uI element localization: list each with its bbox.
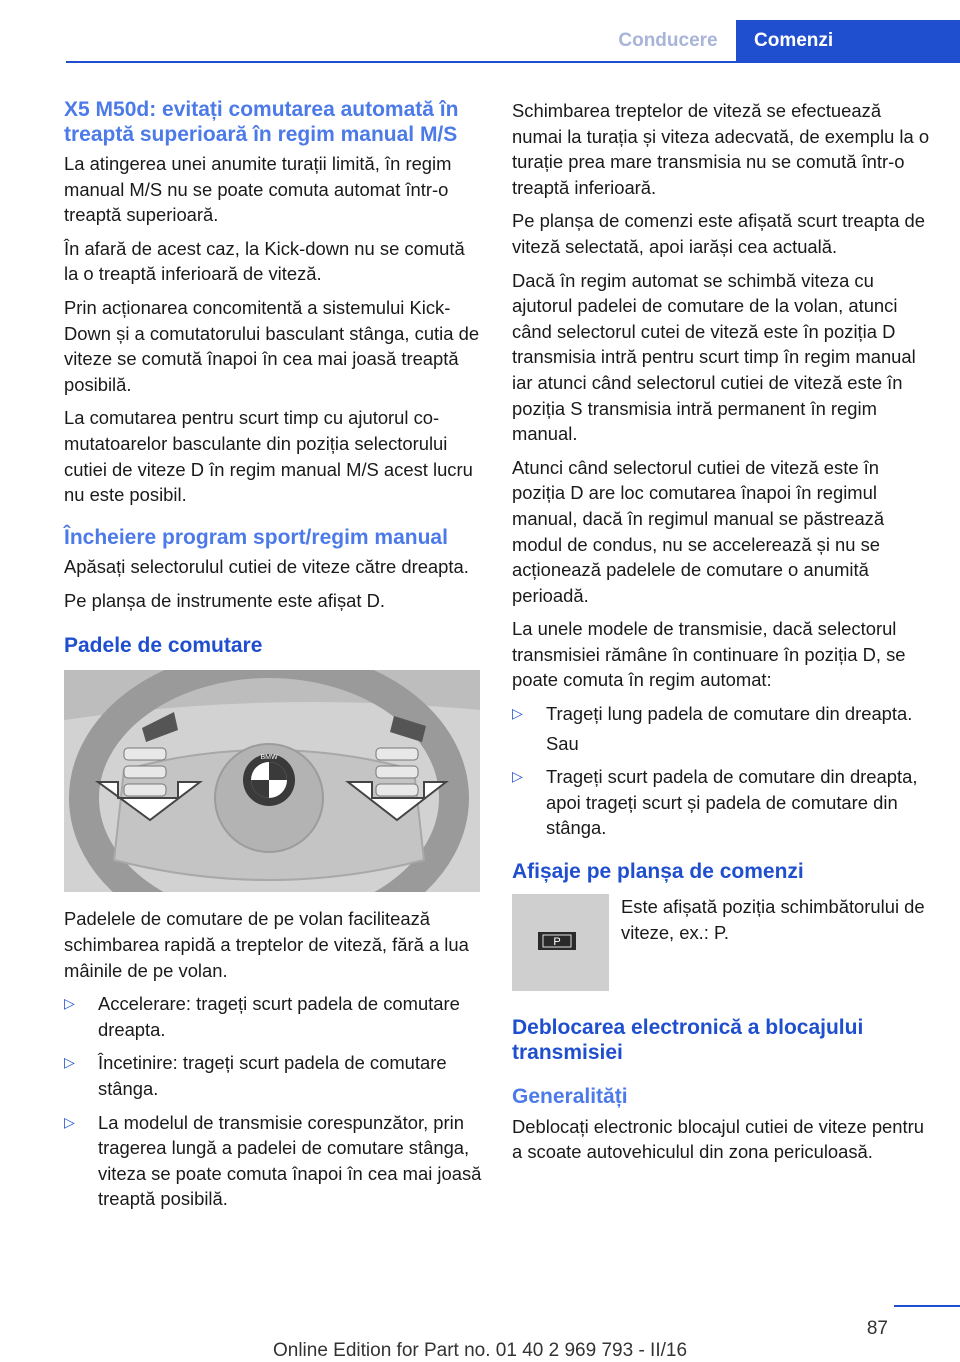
list-item: ▷ Trageți scurt padela de comutare din dreapta, apoi trageți scurt și padela de comutare din stânga. [512, 766, 918, 839]
paragraph: Prin acționarea concomitentă a sistemului Kick-Down și a comutatorului basculant stânga, cutia de viteze se comută înapoi în cea mai joasă treaptă posibilă. [64, 296, 480, 395]
sau-text: Sau [546, 732, 579, 754]
paragraph: La unele modele de transmisie, dacă selectorul transmisiei rămâne în continuare în poziția D, se poate comuta în regim automat: [512, 618, 906, 691]
paragraph: În afară de acest caz, la Kick-down nu se comută la o treaptă inferioară de viteză. [64, 237, 465, 285]
page-number: 87 [866, 1318, 888, 1339]
paragraph: La comutarea pentru scurt timp cu ajutorul comutatoarelor basculante din poziția selectorului cutiei de viteze D în regim manual M/S acest lucru nu este posibil. [64, 407, 473, 506]
edition-footer: Online Edition for Part no. 01 40 2 969 793 - II/16 [272, 1340, 688, 1361]
triangle-bullet-icon: ▷ [512, 768, 523, 785]
heading-padele-de-comutare: Padele de comutare [64, 634, 263, 658]
display-example [512, 894, 930, 991]
gear-display-illustration [512, 894, 609, 991]
triangle-bullet-icon: ▷ [64, 1113, 75, 1130]
paragraph: Padelele de comutare de pe volan facilitează schimbarea rapidă a treptelor de viteză, fără a lua mâinile de pe volan. [64, 908, 469, 981]
left-column [64, 98, 482, 1220]
bullet-list [512, 701, 930, 727]
paragraph: Atunci când selectorul cutiei de viteză este în poziția D are loc comutarea înapoi în regimul manual, dacă în regimul manual se păstrează modul de condus, nu se accelerează și nu se acționează padelele de comutare o anumită perioadă. [512, 456, 885, 606]
paragraph: Pe planșa de comenzi este afișată scurt treapta de viteză selectată, apoi iarăși cea actuală. [512, 210, 926, 257]
bmw-logo-icon [243, 754, 295, 806]
page-header [0, 0, 960, 62]
paragraph: La atingerea unei anumite turații limită, în regim manual M/S nu se poate comuta automat într-o treaptă superioară. [64, 153, 452, 226]
list-item: ▷ La modelul de transmisie corespunzător, prin tragerea lungă a padelei de comutare stânga, viteza se poate comuta înapoi în cea mai joasă treaptă posibilă. [64, 1111, 482, 1210]
heading-deblocarea: Deblocarea electronică a blocajului transmisiei [512, 1016, 864, 1065]
bullet-list [64, 991, 482, 1212]
footer-rule [894, 1305, 960, 1307]
paragraph: Dacă în regim automat se schimbă viteza cu ajutorul padelei de comutare de la volan, atunci când selectorul cutei de viteză este în poziția D transmisia intră pentru scurt timp în regim manual iar atunci când selectorul cutiei de viteză este în poziția S transmisia intră permanent în regim manual. [512, 269, 916, 445]
paragraph: Schimbarea treptelor de viteză se efectuează numai la turația și viteza adecvată, de exemplu la o turație prea mare transmisia nu se comută într-o treaptă inferioară. [512, 100, 930, 198]
heading-evitati-comutarea: X5 M50d: evitați comutarea automată în treaptă superioară în regim manual M/S [64, 98, 459, 146]
heading-incheiere-program: Încheiere program sport/regim manual [64, 525, 448, 549]
triangle-bullet-icon: ▷ [64, 1054, 75, 1071]
paragraph: Deblocați electronic blocajul cutiei de viteze pentru a scoate autovehiculul din zona periculoasă. [512, 1115, 924, 1163]
paragraph: Apăsați selectorulul cutiei de viteze către dreapta. [64, 556, 469, 578]
triangle-bullet-icon: ▷ [512, 705, 523, 722]
list-item: ▷ Trageți lung padela de comutare din dreapta. [512, 701, 930, 727]
list-item: ▷ Accelerare: trageți scurt padela de comutare dreapta. [64, 993, 460, 1040]
list-item: ▷ Încetinire: trageți scurt padela de comutare stânga. [64, 1052, 447, 1099]
paragraph: Pe planșa de instrumente este afișat D. [64, 589, 385, 611]
triangle-bullet-icon: ▷ [64, 995, 75, 1012]
right-column [512, 98, 930, 1173]
heading-generalitati: Generalități [512, 1085, 628, 1109]
gear-indicator-text: P [553, 936, 561, 949]
section-tab-conducere[interactable]: Conducere [600, 20, 736, 62]
bmw-logo-text: BMW [260, 754, 278, 762]
paragraph: Este afișată poziția schimbătorului de viteze, ex.: P. [621, 896, 925, 943]
section-tab-comenzi[interactable]: Comenzi [736, 20, 960, 62]
bullet-list [512, 764, 930, 841]
heading-afisaje: Afișaje pe planșa de comenzi [512, 860, 804, 884]
header-rule [66, 61, 960, 63]
steering-wheel-illustration [64, 670, 480, 892]
